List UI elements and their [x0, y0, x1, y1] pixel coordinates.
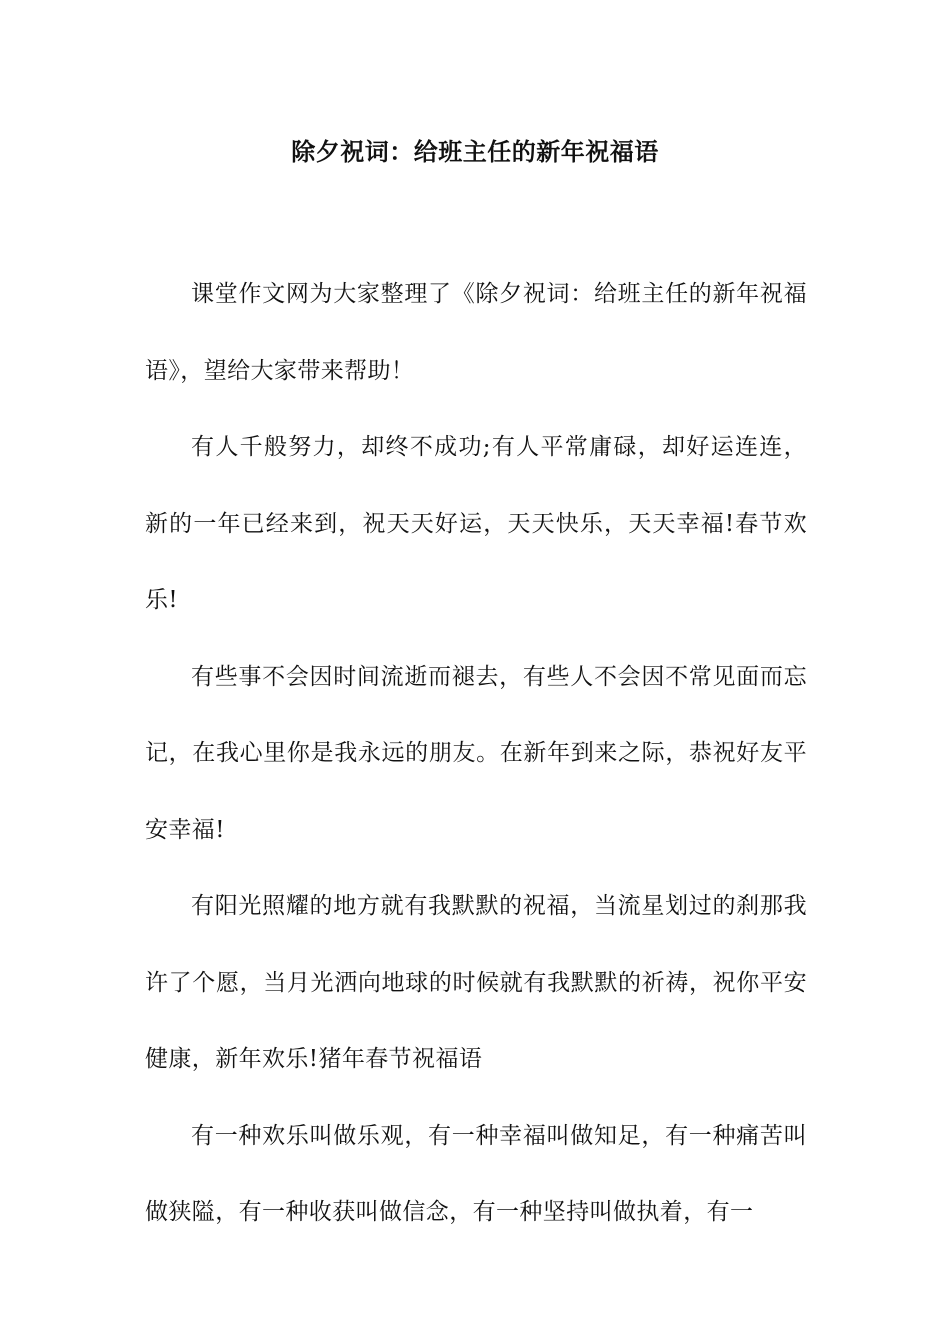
document-title: 除夕祝词：给班主任的新年祝福语 — [291, 137, 659, 166]
paragraph-3: 有阳光照耀的地方就有我默默的祝福，当流星划过的刹那我许了个愿，当月光洒向地球的时候就有我默默的祈祷，祝你平安健康，新年欢乐!猪年春节祝福语 — [145, 893, 807, 1072]
paragraph-intro: 课堂作文网为大家整理了《除夕祝词：给班主任的新年祝福语》，望给大家带来帮助！ — [145, 281, 807, 384]
paragraph-2: 有些事不会因时间流逝而褪去，有些人不会因不常见面而忘记，在我心里你是我永远的朋友。在新年到来之际，恭祝好友平安幸福! — [145, 663, 807, 843]
paragraph-4: 有一种欢乐叫做乐观，有一种幸福叫做知足，有一种痛苦叫做狭隘，有一种收获叫做信念，有一种坚持叫做执着，有一 — [145, 1122, 807, 1225]
paragraph-1: 有人千般努力，却终不成功;有人平常庸碌，却好运连连，新的一年已经来到，祝天天好运，天天快乐，天天幸福!春节欢乐! — [145, 434, 807, 613]
document-body — [145, 256, 807, 1251]
